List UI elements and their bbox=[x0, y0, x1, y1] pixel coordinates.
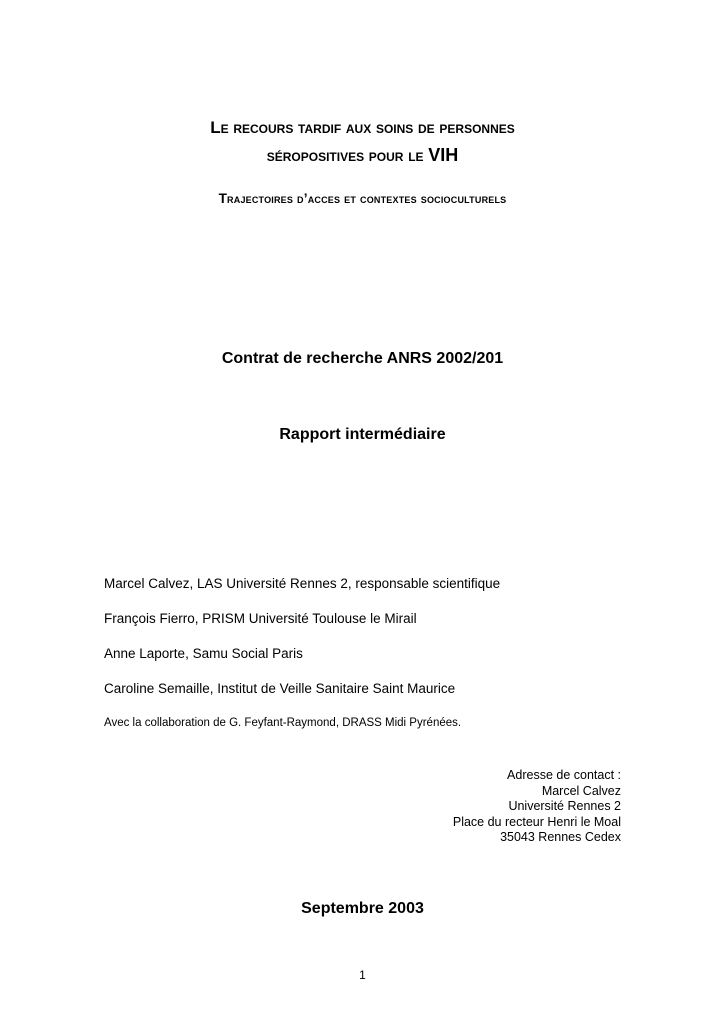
author-line: Marcel Calvez, LAS Université Rennes 2, responsable scientifique bbox=[104, 576, 501, 591]
title-acronym: VIH bbox=[428, 145, 459, 165]
contact-address bbox=[453, 768, 621, 846]
title-line-2-text: séropositives pour le bbox=[266, 146, 429, 165]
title-line-2 bbox=[0, 145, 725, 166]
subtitle: Trajectoires d’acces et contextes socioculturels bbox=[218, 191, 507, 206]
contact-city: 35043 Rennes Cedex bbox=[500, 830, 621, 844]
contact-name: Marcel Calvez bbox=[541, 783, 621, 798]
title-line-1: Le recours tardif aux soins de personnes bbox=[210, 118, 515, 137]
contract-label: Contrat de recherche ANRS 2002/201 bbox=[221, 350, 504, 367]
collaboration-note: Avec la collaboration de G. Feyfant-Raymond, DRASS Midi Pyrénées. bbox=[104, 717, 462, 729]
author-line: Anne Laporte, Samu Social Paris bbox=[104, 646, 303, 661]
report-date: Septembre 2003 bbox=[301, 900, 424, 917]
contact-institution: Université Rennes 2 bbox=[508, 799, 621, 813]
contact-heading: Adresse de contact : bbox=[507, 768, 621, 782]
page-number: 1 bbox=[359, 968, 366, 982]
contact-street: Place du recteur Henri le Moal bbox=[452, 814, 621, 829]
report-type: Rapport intermédiaire bbox=[279, 426, 446, 443]
author-line: François Fierro, PRISM Université Toulouse le Mirail bbox=[104, 611, 417, 626]
author-line: Caroline Semaille, Institut de Veille Sanitaire Saint Maurice bbox=[104, 681, 456, 696]
